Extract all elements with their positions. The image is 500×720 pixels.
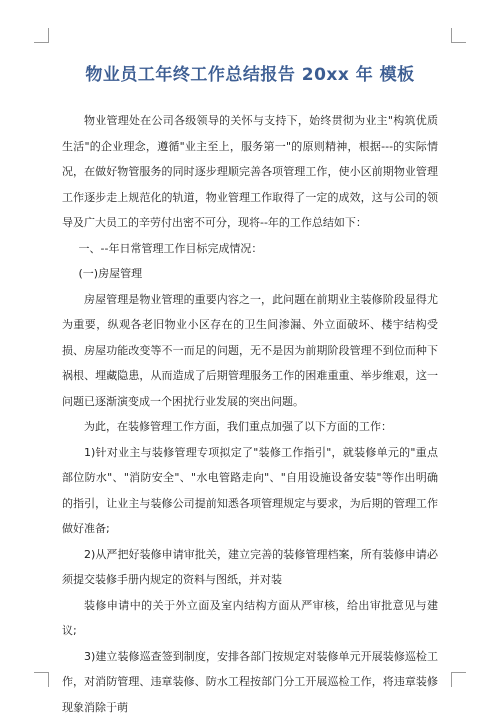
paragraph-continuation: 装修申请中的关于外立面及室内结构方面从严审核，给出审批意见与建议; (62, 593, 438, 644)
list-item-2: 2)从严把好装修申请审批关，建立完善的装修管理档案，所有装修申请必须提交装修手册内规定的资料与图纸，并对装 (62, 542, 438, 593)
crop-mark-bottom-left (34, 672, 49, 687)
crop-mark-top-right (451, 28, 466, 43)
paragraph-intro: 物业管理处在公司各级领导的关怀与支持下，始终贯彻为业主"构筑优质生活"的企业理念，遵循"业主至上，服务第一"的原则精神，根据---的实际情况，在做好物管服务的同时逐步理顺完善各项管理工作，使小区前期物业管理工作逐步走上规范化的轨道，物业管理工作取得了一定的成效，这与公司的领导及广大员工的辛劳付出密不可分，现将--年的工作总结如下： (62, 108, 438, 236)
paragraph-housing: 房屋管理是物业管理的重要内容之一，此问题在前期业主装修阶段显得尤为重要，纵观各老旧物业小区存在的卫生间渗漏、外立面破坏、楼宇结构受损、房屋功能改变等不一而足的问题，无不是因为前期阶段管理不到位而种下祸根、埋藏隐患，从而造成了后期管理服务工作的困难重重、举步维艰，这一问题已逐渐演变成一个困扰行业发展的突出问题。 (62, 287, 438, 415)
crop-mark-top-left (34, 28, 49, 43)
list-item-3: 3)建立装修巡查签到制度，安排各部门按规定对装修单元开展装修巡检工作，对消防管理、违章装修、防水工程按部门分工开展巡检工作，将违章装修现象消除于萌 (62, 644, 438, 720)
document-body (62, 108, 438, 720)
document-title: 物业员工年终工作总结报告 20xx 年 模板 (0, 60, 500, 85)
paragraph-renovation-intro: 为此，在装修管理工作方面，我们重点加强了以下方面的工作： (62, 414, 438, 440)
section-heading: 一、--年日常管理工作目标完成情况： (62, 236, 438, 262)
subsection-heading: (一)房屋管理 (62, 261, 438, 287)
crop-mark-bottom-right (451, 672, 466, 687)
list-item-1: 1)针对业主与装修管理专项拟定了"装修工作指引"，就装修单元的"重点部位防水"、"消防安全"、"水电管路走向"、"自用设施设备安装"等作出明确的指引，让业主与装修公司提前知悉各项管理规定与要求，为后期的管理工作做好准备; (62, 440, 438, 542)
